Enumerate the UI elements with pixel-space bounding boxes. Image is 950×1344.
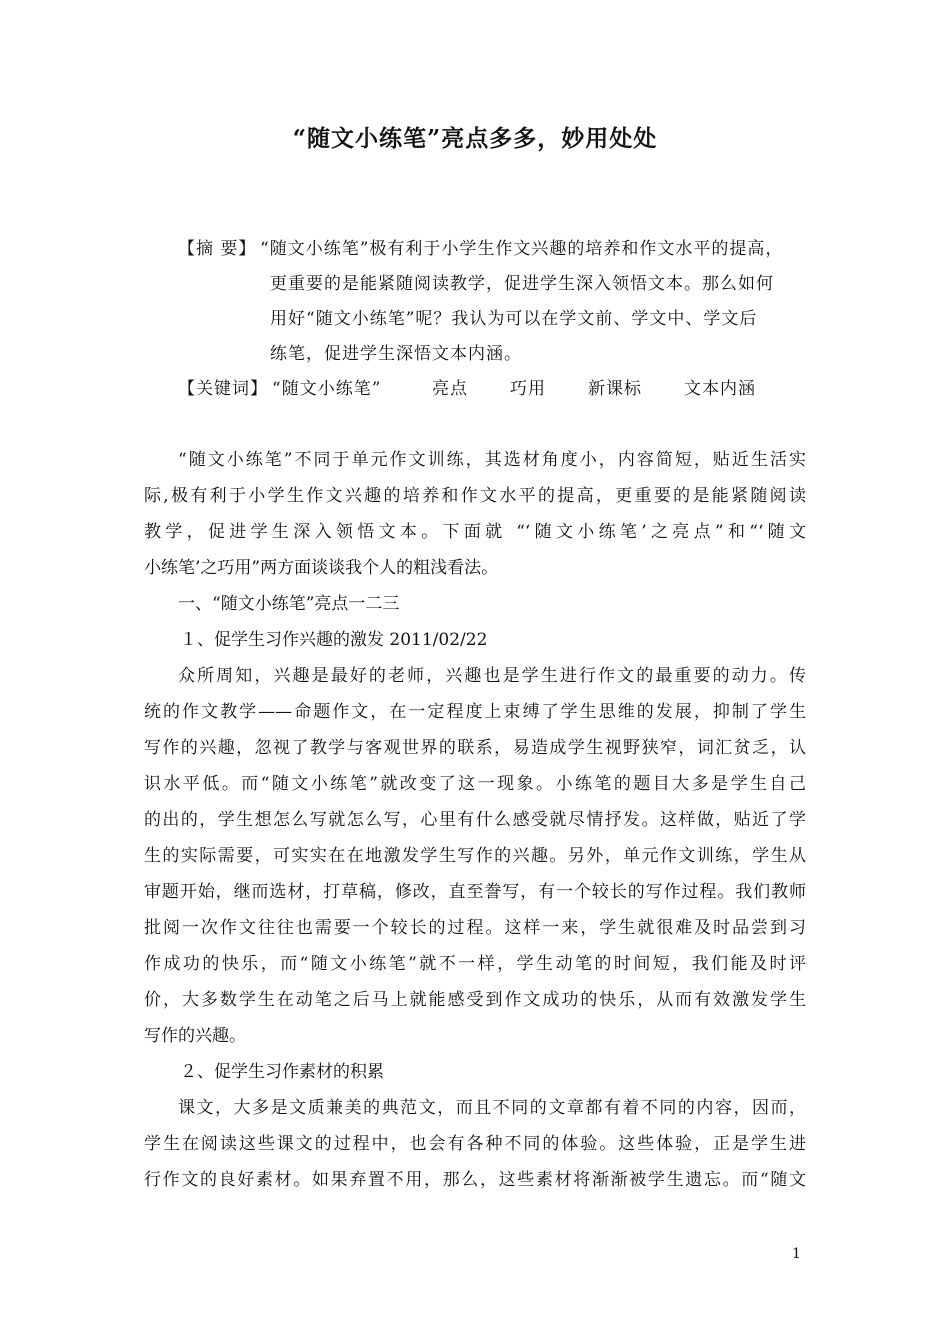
body-text (144, 442, 806, 1198)
body-line: 众所周知，兴趣是最好的老师，兴趣也是学生进行作文的最重要的动力。传 (178, 666, 806, 686)
abstract-line: “随文小练笔”极有利于小学生作文兴趣的培养和作文水平的提高， (260, 239, 784, 259)
body-line: 小练笔’之巧用”两方面谈谈我个人的粗浅看法。 (144, 558, 499, 578)
abstract-label: 【摘 要】 (178, 239, 257, 259)
body-line: “随文小练笔”不同于单元作文训练，其选材角度小，内容简短，贴近生活实 (178, 450, 806, 470)
abstract-line: 用好“随文小练笔”呢？我认为可以在学文前、学文中、学文后 (270, 309, 758, 329)
document-title: “随文小练笔”亮点多多，妙用处处 (292, 125, 658, 152)
keyword: “随文小练笔” (272, 379, 382, 399)
keywords-label: 【关键词】 (178, 379, 268, 399)
section-heading: 一、“随文小练笔”亮点一二三 (178, 594, 400, 614)
keyword: 新课标 (588, 379, 642, 399)
keywords-section (178, 372, 756, 407)
body-line: 写作的兴趣。 (144, 1026, 246, 1046)
abstract-line: 练笔，促进学生深悟文本内涵。 (270, 344, 522, 364)
body-line: 课文，大多是文质兼美的典范文，而且不同的文章都有着不同的内容，因而， (178, 1098, 806, 1118)
body-line: 识水平低。而“随文小练笔”就改变了这一现象。小练笔的题目大多是学生自己 (144, 774, 806, 794)
body-line: 价，大多数学生在动笔之后马上就能感受到作文成功的快乐，从而有效激发学生 (144, 990, 806, 1010)
body-line: 教学，促进学生深入领悟文本。下面就 “‘随文小练笔’之亮点”和“‘随文 (144, 522, 806, 542)
body-line: 际,极有利于小学生作文兴趣的培养和作文水平的提高，更重要的是能紧随阅读 (144, 486, 806, 506)
body-line: 学生在阅读这些课文的过程中，也会有各种不同的体验。这些体验，正是学生进 (144, 1134, 806, 1154)
page-number: 1 (792, 1246, 801, 1262)
body-line: 作成功的快乐，而“随文小练笔”就不一样，学生动笔的时间短，我们能及时评 (144, 954, 806, 974)
body-line: 写作的兴趣，忽视了教学与客观世界的联系，易造成学生视野狭窄，词汇贫乏，认 (144, 738, 806, 758)
keyword: 文本内涵 (684, 379, 756, 399)
subsection-heading: ２、促学生习作素材的积累 (180, 1062, 384, 1082)
keyword: 巧用 (510, 379, 546, 399)
body-line: 批阅一次作文往往也需要一个较长的过程。这样一来，学生就很难及时品尝到习 (144, 918, 806, 938)
body-line: 审题开始，继而选材，打草稿，修改，直至誊写，有一个较长的写作过程。我们教师 (144, 882, 806, 902)
keyword: 亮点 (432, 379, 468, 399)
body-line: 的出的，学生想怎么写就怎么写，心里有什么感受就尽情抒发。这样做，贴近了学 (144, 810, 806, 830)
body-line: 行作文的良好素材。如果弃置不用，那么，这些素材将渐渐被学生遗忘。而“随文 (144, 1170, 806, 1190)
abstract-line: 更重要的是能紧随阅读教学，促进学生深入领悟文本。那么如何 (270, 274, 774, 294)
subsection-heading: １、促学生习作兴趣的激发 2011/02/22 (180, 630, 488, 650)
body-line: 统的作文教学——命题作文，在一定程度上束缚了学生思维的发展，抑制了学生 (144, 702, 806, 722)
body-line: 生的实际需要，可实实在在地激发学生写作的兴趣。另外，单元作文训练，学生从 (144, 846, 806, 866)
